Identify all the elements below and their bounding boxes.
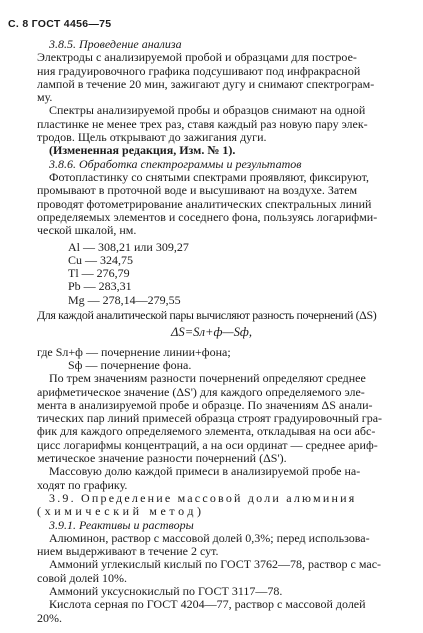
body-line: ческой шкалой, нм. [37,223,137,237]
body-line: Фотопластинку со снятыми спектрами проявляют, фиксируют, [49,170,369,184]
body-line: Для каждой аналитической пары вычисляют разность почернений (ΔS) [37,308,377,322]
body-line: Аммоний углекислый кислый по ГОСТ 3762—78, раствор с мас- [49,557,382,571]
body-line: тродов. Щель открывают до зажигания дуги. [37,130,267,144]
body-line: метическое значение разности почернений (ΔS'). [37,451,287,465]
body-line: пластинке не менее трех раз, ставя каждый раз новую пару элек- [37,117,368,131]
body-line: Электроды с анализируемой пробой и образцами для построе- [37,50,357,64]
spectral-line-mg: Mg — 278,14—279,55 [68,293,181,307]
body-line: цисс логарифмы концентраций, а на оси ординат — среднее ариф- [37,438,378,452]
section-3-9-1-title: 3.9.1. Реактивы и растворы [49,518,194,532]
formula-legend: Sф — почернение фона. [68,358,192,372]
body-line: проводят фотометрирование аналитических спектральных линий [37,197,372,211]
spectral-line-cu: Cu — 324,75 [68,253,134,267]
amendment-note: (Измененная редакция, Изм. № 1). [49,143,236,157]
body-line: фик для каждого определяемого элемента, откладывая на оси абс- [37,424,376,438]
section-3-8-5-title: 3.8.5. Проведение анализа [49,37,182,51]
body-line: ния градуировочного графика подсушивают под инфракрасной [37,64,361,78]
body-line: тических пар линий примесей образца строят градуировочный гра- [37,411,383,425]
body-line: Аммоний уксуснокислый по ГОСТ 3117—78. [49,584,283,598]
section-3-9-title: 3.9. Определение массовой доли алюминия [49,491,357,505]
body-line: лампой в течение 20 мин, зажигают дугу и снимают спектрограм- [37,77,375,91]
body-line: ходят по графику. [37,478,128,492]
body-line: определяемых элементов и соседнего фона, пользуясь логарифми- [37,210,378,224]
section-3-8-6-title: 3.8.6. Обработка спектрограммы и результатов [49,157,302,171]
body-line: арифметическое значение (ΔS') для каждого определяемого эле- [37,385,365,399]
body-line: Спектры анализируемой пробы и образцов снимают на одной [49,103,366,117]
section-3-9-subtitle: (химический метод) [37,504,205,518]
formula-delta-s: ΔS=Sл+ф—Sф, [171,325,252,339]
body-line: промывают в проточной воде и высушивают на воздухе. Затем [37,183,358,197]
body-line: Массовую долю каждой примеси в анализируемой пробе на- [49,464,361,478]
body-line: му. [37,90,53,104]
spectral-line-tl: Tl — 276,79 [68,266,130,280]
body-line: Алюминон, раствор с массовой долей 0,3%; перед использова- [49,531,370,545]
body-line: 20%. [37,611,62,625]
body-line: По трем значениям разности почернений определяют среднее [49,371,366,385]
page-header: С. 8 ГОСТ 4456—75 [8,18,112,30]
spectral-line-pb: Pb — 283,31 [68,279,132,293]
body-line: совой долей 10%. [37,571,128,585]
body-line: мента в анализируемой пробе и образце. По значениям ΔS анали- [37,398,373,412]
formula-legend: где Sл+ф — почернение линии+фона; [37,345,231,359]
body-line: Кислота серная по ГОСТ 4204—77, раствор с массовой долей [49,597,366,611]
body-line: нием выдерживают в течение 2 сут. [37,544,219,558]
spectral-line-al: Al — 308,21 или 309,27 [68,240,189,254]
